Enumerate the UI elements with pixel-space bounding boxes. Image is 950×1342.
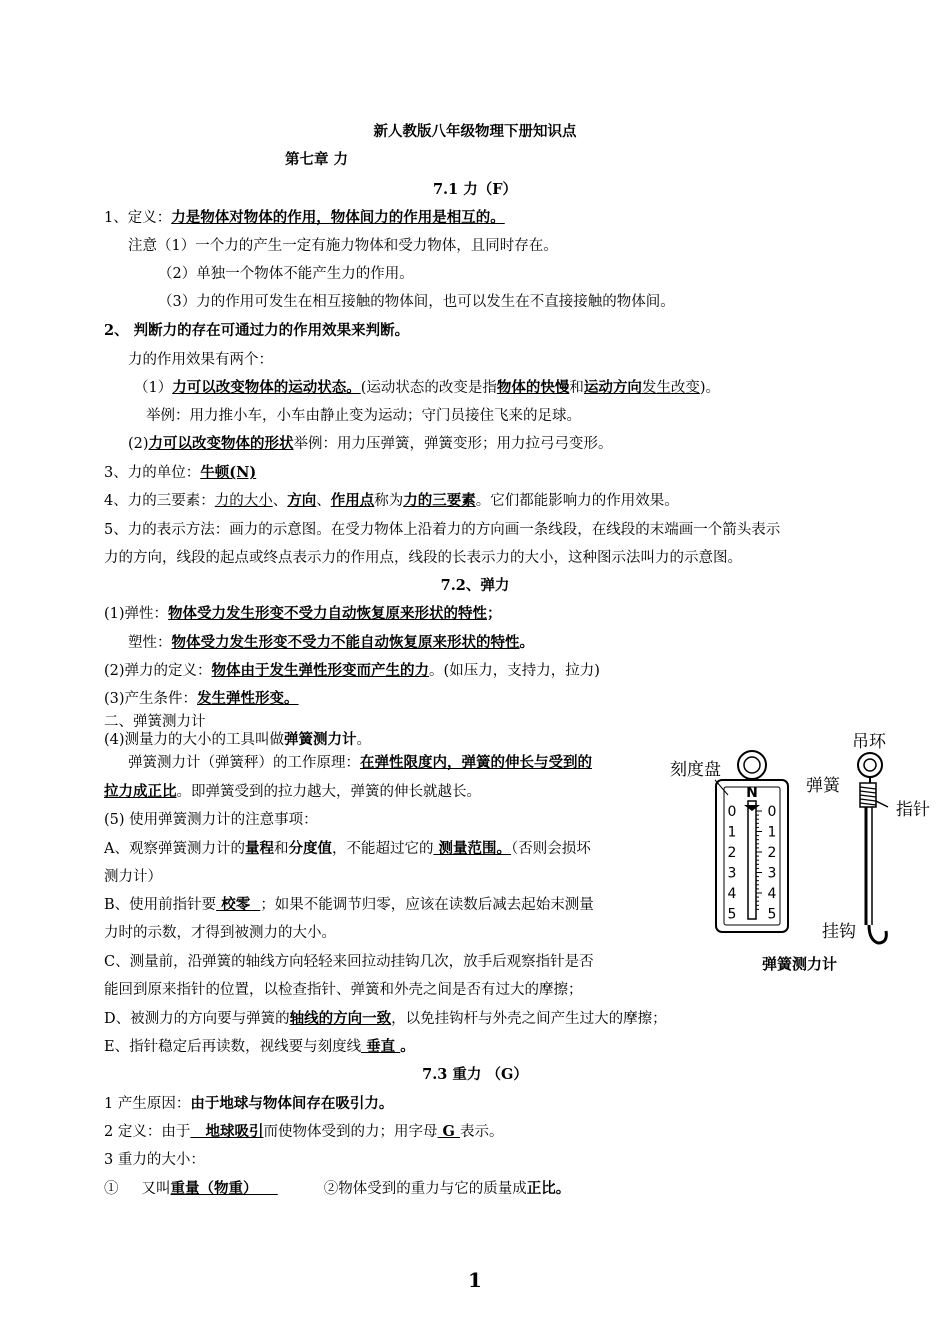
text: ① 又叫: [104, 1181, 171, 1197]
ring-outer: [738, 751, 766, 779]
definition-line: [104, 208, 505, 228]
chapter-title: 第七章 力: [285, 151, 349, 168]
punct: 。: [284, 690, 299, 707]
elasticity-line: [104, 604, 502, 624]
gravity-definition-line: [104, 1122, 503, 1142]
unit-line: [104, 463, 256, 483]
tick-label-r-1: 1: [767, 824, 777, 841]
elastic-force-def: 物体由于发生弹性形变而产生的力: [211, 662, 430, 679]
measure-range-term: 测量范围。: [433, 840, 512, 857]
representation-line-2: 力的方向，线段的起点或终点表示力的作用点，线段的长表示力的大小，这种图示法叫力的示意图。: [104, 550, 742, 566]
text: E、指针稳定后再读数，视线要与刻度线: [104, 1039, 362, 1055]
tick-label-r-4: 4: [767, 886, 777, 902]
condition-term: 发生弹性形变: [197, 690, 285, 707]
text: （否则会损坏: [511, 841, 591, 857]
three-elements-term: 力的三要素: [403, 492, 476, 509]
sep: 、: [316, 493, 331, 509]
tool-line: [104, 730, 371, 750]
tick-label-r-0: 0: [767, 804, 777, 820]
judge-force-line: 2、 判断力的存在可通过力的作用效果来判断。: [104, 322, 410, 339]
precaution-b-line-2: 力时的示数，才得到被测力的大小。: [104, 925, 336, 941]
hook: [869, 925, 886, 943]
precaution-c-line-1: C、测量前，沿弹簧的轴线方向轻轻来回拉动挂钩几次，放手后观察指针是否: [104, 954, 594, 970]
tick-label-l-3: 3: [727, 865, 737, 882]
change-term: 发生改变: [641, 380, 700, 396]
text: (4)测量力的大小的工具叫做: [104, 732, 285, 748]
tool-term: 弹簧测力计: [284, 731, 357, 748]
weight-line: [104, 1179, 570, 1199]
effect-1-num: （1）: [134, 380, 173, 396]
dial-label: 刻度盘: [670, 760, 721, 780]
text: ②物体受到的重力与它的质量成: [323, 1181, 527, 1197]
effect-1-line: [134, 378, 720, 398]
precaution-e-line: [104, 1037, 415, 1057]
ring-label: 吊环: [852, 732, 886, 752]
text: 和: [273, 841, 289, 857]
principle-line-2: [104, 782, 481, 802]
ring-inner: [744, 757, 760, 773]
close-paren: )。: [699, 380, 721, 396]
definition-text: 力是物体对物体的作用，物体间力的作用是相互的。: [171, 209, 505, 226]
side-ring-inner: [864, 759, 876, 771]
text: D、被测力的方向要与弹簧的: [104, 1011, 290, 1027]
example-line: 举例：用力推小车，小车由静止变为运动；守门员接住飞来的足球。: [146, 408, 581, 424]
section-heading-7-2: 7.2、弹力: [440, 577, 510, 594]
side-ring: [858, 753, 882, 777]
perpendicular-term: 垂直: [361, 1038, 401, 1055]
effect-2-num: (2): [128, 436, 149, 452]
label: (3)产生条件：: [104, 691, 198, 707]
punct: 。: [519, 634, 534, 651]
tick-marks: [728, 804, 777, 923]
elastic-force-line: [104, 661, 600, 681]
magnitude-term: 力的大小: [214, 493, 273, 509]
text: 。即弹簧受到的拉力越大，弹簧的伸长就越长。: [176, 784, 481, 800]
precautions-intro: (5) 使用弹簧测力计的注意事项：: [104, 812, 318, 828]
proportional-term: 拉力成正比: [104, 783, 177, 800]
pointer-label: 指针: [896, 800, 930, 820]
precaution-c-line-2: 能回到原来指针的位置，以检查指针、弹簧和外壳之间是否有过大的摩擦；: [104, 982, 583, 998]
precaution-b-line-1: [104, 895, 594, 915]
punct: 。: [400, 1038, 415, 1055]
punct: 。: [356, 732, 372, 748]
tick-label-r-5: 5: [767, 906, 777, 923]
front-view: [670, 751, 788, 932]
spring-label: 弹簧: [806, 776, 840, 796]
page-number: 1: [468, 1268, 482, 1292]
note-line-3: （3）力的作用可发生在相互接触的物体间，也可以发生在不直接接触的物体间。: [158, 294, 675, 310]
label: (2)弹力的定义：: [104, 663, 212, 679]
tick-label-l-0: 0: [727, 804, 737, 820]
punct: ；: [487, 605, 502, 622]
point-term: 作用点: [330, 492, 375, 509]
precaution-a-line-1: [104, 839, 591, 859]
label: (1)弹性：: [104, 606, 169, 622]
label: 1、定义：: [104, 210, 172, 226]
effect-2-example: 举例：用力压弹簧，弹簧变形；用力拉弓弓变形。: [293, 436, 613, 452]
symbol-g: G: [437, 1123, 460, 1140]
unit-value: 牛顿(N): [200, 464, 257, 481]
text: ，以免挂钩杆与外壳之间产生过大的摩擦；: [391, 1011, 667, 1027]
plasticity-def: 物体受力发生形变不受力不能自动恢复原来形状的特性: [171, 634, 520, 651]
direction-term: 方向: [287, 492, 317, 509]
effect-1-note: (运动状态的改变是指: [360, 380, 497, 396]
effect-1-text: 力可以改变物体的运动状态。: [172, 379, 361, 396]
text: 。它们都能影响力的作用效果。: [475, 493, 679, 509]
precaution-a-line-2: 测力计）: [104, 869, 162, 885]
tick-label-r-3: 3: [767, 865, 777, 882]
tick-label-l-1: 1: [727, 824, 737, 841]
gravity-magnitude-line: 3 重力的大小：: [104, 1152, 205, 1168]
range-term: 量程: [244, 840, 274, 857]
section-heading-7-3: 7.3 重力 （G）: [422, 1066, 528, 1083]
text: B、使用前指针要: [104, 897, 217, 913]
earth-attraction-term: 地球吸引: [190, 1123, 264, 1140]
and-word: 和: [569, 380, 584, 396]
note-line-2: （2）单独一个物体不能产生力的作用。: [158, 266, 414, 282]
figure-caption: 弹簧测力计: [762, 955, 838, 973]
spring-scale-figure: [660, 725, 950, 985]
effects-intro: 力的作用效果有两个：: [128, 352, 273, 368]
note-line-1: 注意（1）一个力的产生一定有施力物体和受力物体，且同时存在。: [128, 238, 558, 254]
cause-text: 由于地球与物体间存在吸引力。: [190, 1095, 394, 1112]
axis-term: 轴线的方向一致: [289, 1010, 392, 1027]
effect-2-text: 力可以改变物体的形状: [148, 435, 294, 452]
unit-label: 3、力的单位：: [104, 465, 201, 481]
text: 表示。: [459, 1124, 504, 1140]
representation-line-1: 5、力的表示方法：画力的示意图。在受力物体上沿着力的方向画一条线段，在线段的末端画一个箭头表示: [104, 522, 781, 538]
tick-label-l-2: 2: [727, 845, 737, 861]
text: 称为: [374, 493, 404, 509]
text: 弹簧测力计（弹簧秤）的工作原理：: [128, 755, 360, 771]
plasticity-line: [128, 633, 534, 653]
unit-label: N: [746, 785, 758, 801]
page-title: 新人教版八年级物理下册知识点: [373, 123, 577, 140]
text: ；如果不能调节归零，应该在读数后减去起始末测量: [260, 897, 594, 913]
text: 2 定义：由于: [104, 1124, 191, 1140]
weight-term: 重量（物重）: [170, 1180, 278, 1197]
pointer-needle: [876, 801, 888, 807]
tick-label-l-4: 4: [727, 886, 737, 902]
subheading-spring-scale: 二、弹簧测力计: [104, 714, 206, 730]
tick-label-r-2: 2: [767, 845, 777, 861]
cause-line: [104, 1094, 393, 1114]
direction-term: 运动方向: [583, 379, 642, 396]
three-elements-line: [104, 491, 679, 511]
principle-line-1: [128, 753, 592, 773]
principle-text: 在弹性限度内，弹簧的伸长与受到的: [360, 754, 592, 771]
slot: [748, 801, 756, 919]
text: 。(如压力，支持力，拉力): [429, 663, 600, 679]
zero-term: 校零: [216, 896, 261, 913]
hook-label: 挂钩: [822, 922, 856, 942]
precaution-d-line: [104, 1009, 667, 1029]
division-term: 分度值: [288, 840, 332, 857]
text: A、观察弹簧测力计的: [104, 841, 245, 857]
section-heading-7-1: 7.1 力（F）: [432, 181, 518, 198]
sep: 、: [272, 493, 288, 509]
label: 塑性：: [128, 635, 172, 651]
speed-term: 物体的快慢: [496, 379, 570, 396]
elasticity-def: 物体受力发生形变不受力自动恢复原来形状的特性: [168, 605, 488, 622]
effect-2-line: [128, 434, 613, 454]
label: 1 产生原因：: [104, 1096, 191, 1112]
text: 而使物体受到的力；用字母: [263, 1124, 438, 1140]
punct: 。: [555, 1180, 571, 1197]
label: 4、力的三要素：: [104, 493, 215, 509]
text: ，不能超过它的: [331, 841, 434, 857]
condition-line: [104, 689, 299, 709]
pointer-mark: [744, 805, 760, 811]
proportional-term: 正比: [526, 1180, 556, 1197]
tick-label-l-5: 5: [727, 906, 737, 923]
